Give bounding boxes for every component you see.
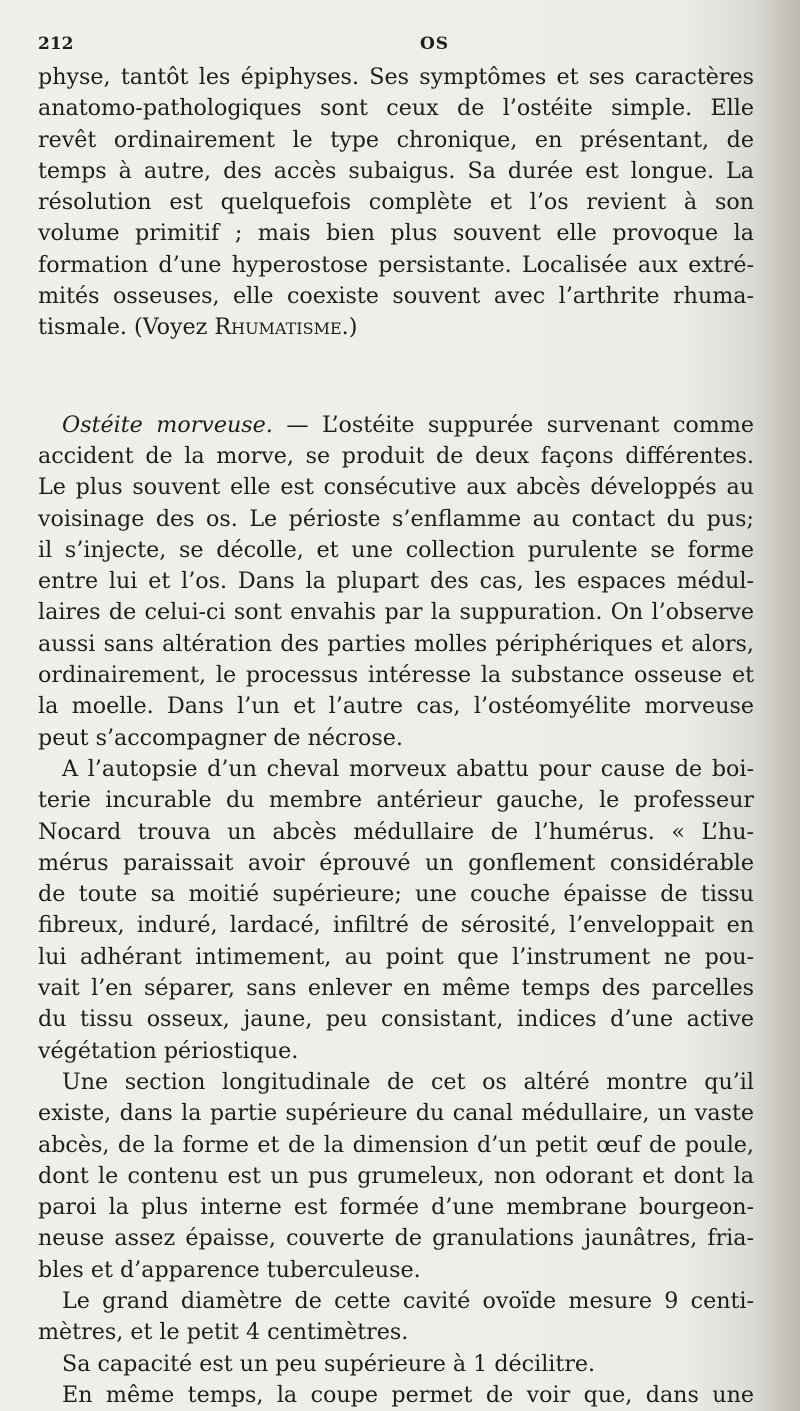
text-line: de toute sa moitié supérieure; une couche épaisse de tissu bbox=[38, 881, 754, 908]
paragraph-5 bbox=[38, 1286, 754, 1349]
text-line bbox=[38, 410, 754, 441]
text-line: abcès, de la forme et de la dimension d’un petit œuf de poule, bbox=[38, 1131, 754, 1158]
paragraph-6 bbox=[38, 1349, 754, 1380]
text-line: végétation périostique. bbox=[38, 1037, 299, 1064]
paragraph-2 bbox=[38, 410, 754, 754]
paragraph-3 bbox=[38, 754, 754, 1067]
text-line: du tissu osseux, jaune, peu consistant, indices d’une active bbox=[38, 1006, 754, 1033]
text-line: physe, tantôt les épiphyses. Ses symptômes et ses caractères bbox=[38, 64, 754, 90]
text-line: lui adhérant intimement, au point que l’instrument ne pou- bbox=[38, 943, 754, 970]
running-title: OS bbox=[420, 34, 450, 54]
text-line: paroi la plus interne est formée d’une membrane bourgeon- bbox=[38, 1194, 754, 1221]
text-line: fibreux, induré, lardacé, infiltré de sérosité, l’enveloppait en bbox=[38, 912, 754, 939]
text-line: Une section longitudinale de cet os altéré montre qu’il bbox=[62, 1068, 754, 1095]
text-line: existe, dans la partie supérieure du canal médullaire, un vaste bbox=[38, 1100, 754, 1127]
text-line: En même temps, la coupe permet de voir que, dans une bbox=[62, 1381, 754, 1408]
text-line: mètres, et le petit 4 centimètres. bbox=[38, 1319, 409, 1346]
text-line: mérus paraissait avoir éprouvé un gonflement considérable bbox=[38, 849, 754, 876]
text-line: A l’autopsie d’un cheval morveux abattu pour cause de boi- bbox=[62, 755, 754, 782]
text-line: ordinairement, le processus intéresse la substance osseuse et bbox=[38, 662, 754, 689]
page-number: 212 bbox=[38, 34, 74, 54]
text-fragment: .) bbox=[341, 314, 358, 341]
text-line: accident de la morve, se produit de deux façons différentes. bbox=[38, 442, 754, 469]
text-line: peut s’accompagner de nécrose. bbox=[38, 724, 403, 751]
text-line: Le grand diamètre de cette cavité ovoïde mesure 9 centi- bbox=[62, 1287, 754, 1314]
text-line: bles et d’apparence tuberculeuse. bbox=[38, 1256, 421, 1283]
text-line: voisinage des os. Le périoste s’enflamme au contact du pus; bbox=[38, 505, 754, 532]
text-line: Sa capacité est un peu supérieure à 1 décilitre. bbox=[62, 1350, 596, 1377]
text-line: volume primitif ; mais bien plus souvent elle provoque la bbox=[38, 220, 754, 247]
text-line: mités osseuses, elle coexiste souvent avec l’arthrite rhuma- bbox=[38, 283, 754, 310]
paragraph-4 bbox=[38, 1067, 754, 1286]
text-line bbox=[38, 312, 754, 343]
text-line: il s’injecte, se décolle, et une collection purulente se forme bbox=[38, 536, 754, 563]
text-line: entre lui et l’os. Dans la plupart des cas, les espaces médul- bbox=[38, 568, 754, 595]
text-line: dont le contenu est un pus grumeleux, non odorant et dont la bbox=[38, 1162, 754, 1189]
text-fragment: L’ostéite suppurée survenant comme bbox=[322, 411, 754, 438]
text-line: Nocard trouva un abcès médullaire de l’humérus. « L’hu- bbox=[38, 818, 754, 845]
title-dash: — bbox=[272, 411, 323, 438]
text-line: aussi sans altération des parties molles périphériques et alors, bbox=[38, 630, 754, 657]
text-line: Le plus souvent elle est consécutive aux abcès développés au bbox=[38, 474, 754, 501]
text-line: résolution est quelquefois complète et l’os revient à son bbox=[38, 189, 754, 216]
text-line: anatomo-pathologiques sont ceux de l’ostéite simple. Elle bbox=[38, 95, 754, 122]
text-line: la moelle. Dans l’un et l’autre cas, l’ostéomyélite morveuse bbox=[38, 693, 754, 720]
cross-reference: Rhumatisme bbox=[214, 314, 342, 341]
text-line: laires de celui-ci sont envahis par la suppuration. On l’observe bbox=[38, 599, 754, 626]
paragraph-7 bbox=[38, 1380, 754, 1411]
page-body bbox=[38, 62, 754, 1411]
text-line: terie incurable du membre antérieur gauche, le professeur bbox=[38, 787, 754, 814]
text-line: neuse assez épaisse, couverte de granulations jaunâtres, fria- bbox=[38, 1225, 754, 1252]
section-title: Ostéite morveuse. bbox=[62, 411, 273, 438]
page-header bbox=[38, 34, 760, 56]
text-line: vait l’en séparer, sans enlever en même temps des parcelles bbox=[38, 975, 754, 1002]
paragraph-1 bbox=[38, 62, 754, 344]
text-line: revêt ordinairement le type chronique, en présentant, de bbox=[38, 126, 754, 153]
text-line: formation d’une hyperostose persistante. Localisée aux extré- bbox=[38, 251, 754, 278]
text-line: temps à autre, des accès subaigus. Sa durée est longue. La bbox=[38, 157, 754, 184]
text-fragment: tismale. (Voyez bbox=[38, 314, 215, 341]
section-gap bbox=[38, 344, 754, 410]
